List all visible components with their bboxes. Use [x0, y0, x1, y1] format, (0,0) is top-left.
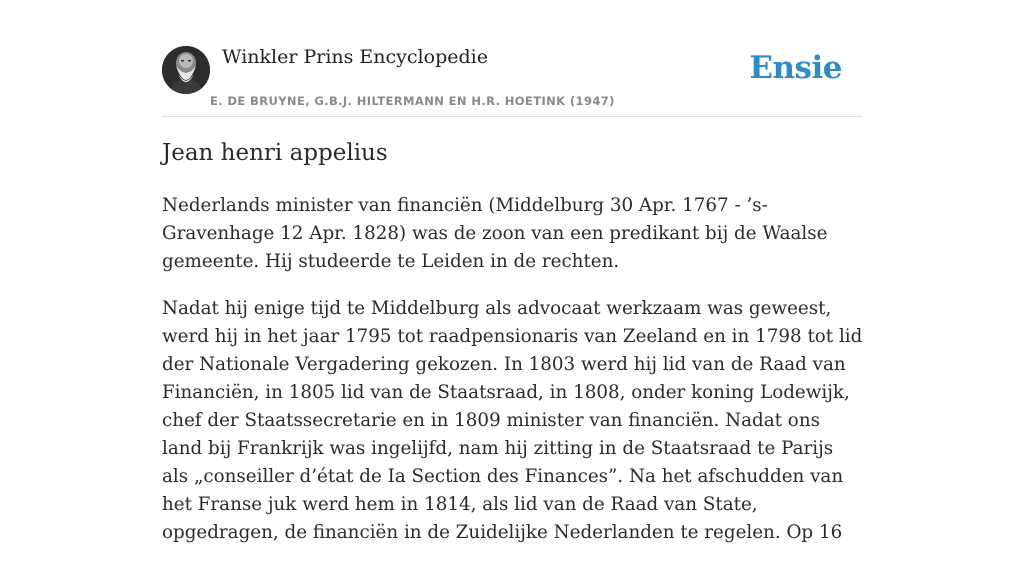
- source-header: [162, 0, 862, 117]
- article-title: Jean henri appelius: [162, 140, 388, 166]
- brand-logo[interactable]: Ensie: [749, 50, 842, 86]
- article-paragraph: Nederlands minister van financiën (Middelburg 30 Apr. 1767 - ’s-Gravenhage 12 Apr. 1828) was de zoon van een predikant bij de Waalse gemeente. Hij studeerde te Leiden in de rechten.: [162, 195, 828, 272]
- article-body: [162, 192, 864, 566]
- avatar-image: [162, 46, 210, 94]
- article-paragraph: Nadat hij enige tijd te Middelburg als advocaat werkzaam was geweest, werd hij in het jaar 1795 tot raadpensionaris van Zeeland en in 1798 tot lid der Nationale Vergadering gekozen. In 1803 werd hij lid van de Raad van Financiën, in 1805 lid van de Staatsraad, in 1808, onder koning Lodewijk, chef der Staatssecretarie en in 1809 minister van financiën. Nadat ons land bij Frankrijk was ingelijfd, nam hij zitting in de Staatsraad te Parijs als „conseiller d’état de Ia Section des Finances”. Na het afschudden van het Franse juk werd hem in 1814, als lid van de Raad van State, opgedragen, de financiën in de Zuidelijke Nederlanden te regelen. Op 16: [162, 298, 863, 543]
- source-authors: E. DE BRUYNE, G.B.J. HILTERMANN EN H.R. HOETINK (1947): [210, 94, 615, 108]
- page: [162, 0, 863, 543]
- source-title[interactable]: Winkler Prins Encyclopedie: [222, 46, 488, 68]
- bearded-man-portrait-icon[interactable]: [162, 46, 210, 94]
